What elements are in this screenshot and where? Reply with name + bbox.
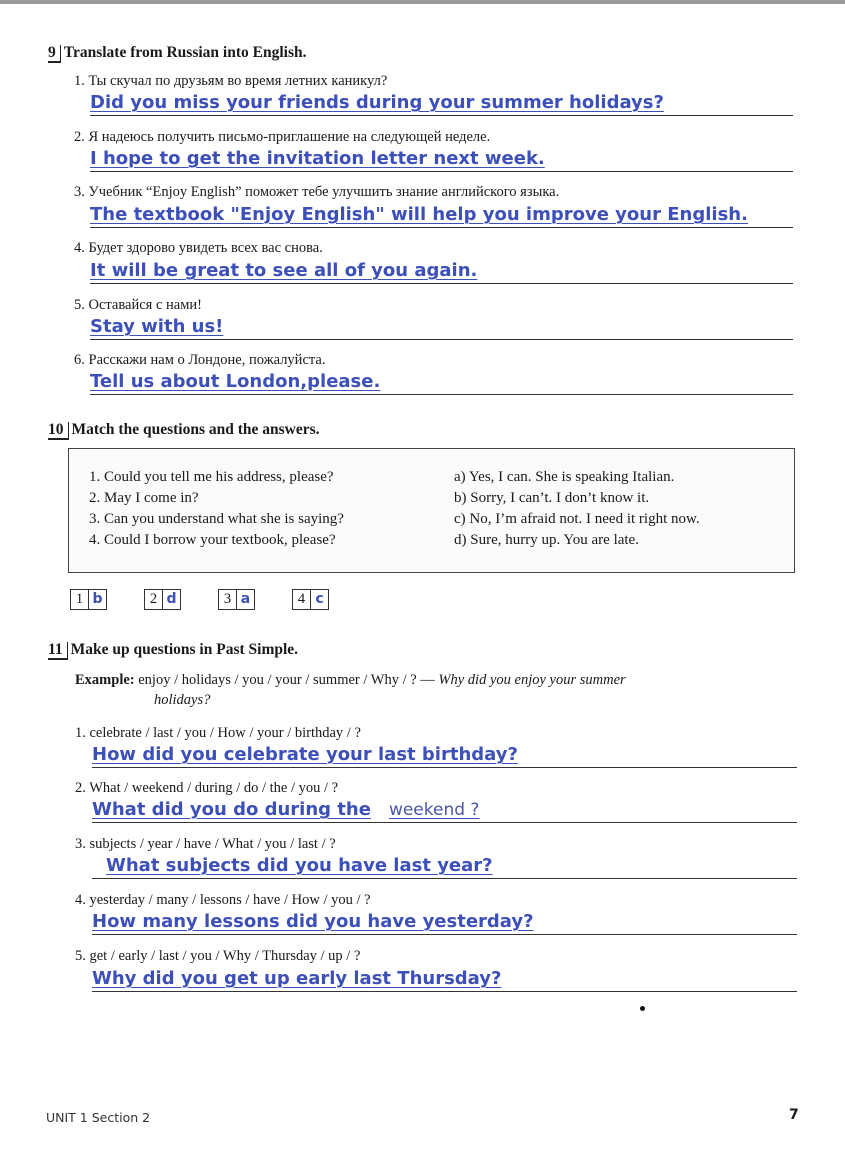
- match-letter: a: [237, 589, 255, 610]
- answer-item: c) No, I’m afraid not. I need it right now.: [454, 511, 700, 527]
- exercise-title: Match the questions and the answers.: [71, 421, 320, 438]
- answer-text: Tell us about London,please.: [90, 371, 381, 392]
- answer-line[interactable]: [90, 259, 793, 284]
- answer-text: What did you do during the: [92, 799, 371, 820]
- question-text: 4. yesterday / many / lessons / have / How / you / ?: [75, 892, 371, 908]
- exercise-11-heading: [48, 641, 298, 660]
- example-line: [75, 672, 626, 689]
- question-item: 3. Can you understand what she is saying?: [89, 511, 344, 527]
- question-text: 5. Оставайся с нами!: [74, 297, 202, 313]
- answer-text: Did you miss your friends during your summer holidays?: [90, 92, 664, 113]
- exercise-number: 10: [48, 422, 69, 440]
- exercise-number: 9: [48, 45, 61, 63]
- example-label: Example:: [75, 672, 135, 688]
- match-number: 4: [292, 589, 311, 610]
- answer-line[interactable]: [90, 147, 793, 172]
- exercise-10-heading: [48, 421, 320, 440]
- answer-text: How did you celebrate your last birthday?: [92, 744, 518, 765]
- match-number: 2: [144, 589, 163, 610]
- answer-item: d) Sure, hurry up. You are late.: [454, 532, 639, 548]
- answer-line[interactable]: [92, 854, 797, 879]
- answer-text: I hope to get the invitation letter next week.: [90, 148, 545, 169]
- match-pair[interactable]: [144, 589, 181, 609]
- match-pair[interactable]: [218, 589, 255, 609]
- answer-text: How many lessons did you have yesterday?: [92, 911, 534, 932]
- example-text: enjoy / holidays / you / your / summer / Why / ? —: [138, 672, 435, 688]
- exercise-title: Translate from Russian into English.: [63, 44, 307, 61]
- exercise-9-heading: [48, 44, 306, 63]
- question-item: 1. Could you tell me his address, please?: [89, 469, 334, 485]
- answer-line[interactable]: [92, 910, 797, 935]
- match-number: 1: [70, 589, 89, 610]
- answer-line[interactable]: [92, 743, 797, 768]
- question-text: 5. get / early / last / you / Why / Thursday / up / ?: [75, 948, 361, 964]
- question-text: 1. celebrate / last / you / How / your / birthday / ?: [75, 725, 361, 741]
- footer-section-label: UNIT 1 Section 2: [46, 1110, 151, 1125]
- answer-text: It will be great to see all of you again.: [90, 260, 478, 281]
- question-text: 3. subjects / year / have / What / you / last / ?: [75, 836, 336, 852]
- answer-item: b) Sorry, I can’t. I don’t know it.: [454, 490, 650, 506]
- page-number: 7: [789, 1107, 799, 1123]
- answer-text: The textbook "Enjoy English" will help you improve your English.: [90, 204, 748, 225]
- example-line-2: [154, 692, 210, 709]
- answer-line[interactable]: [90, 203, 793, 228]
- match-pair[interactable]: [70, 589, 107, 609]
- answer-line[interactable]: [90, 370, 793, 395]
- question-text: 6. Расскажи нам о Лондоне, пожалуйста.: [74, 352, 326, 368]
- answer-line[interactable]: [90, 315, 793, 340]
- match-letter: c: [311, 589, 329, 610]
- answer-text: Why did you get up early last Thursday?: [92, 968, 502, 989]
- answer-line[interactable]: [92, 798, 797, 823]
- example-answer: holidays?: [154, 692, 211, 708]
- question-text: 4. Будет здорово увидеть всех вас снова.: [74, 240, 323, 256]
- question-text: 2. What / weekend / during / do / the / you / ?: [75, 780, 339, 796]
- top-border: [0, 0, 845, 4]
- exercise-number: 11: [48, 642, 68, 660]
- answer-item: a) Yes, I can. She is speaking Italian.: [454, 469, 675, 485]
- exercise-title: Make up questions in Past Simple.: [70, 641, 299, 658]
- answer-extra-text: weekend ?: [388, 800, 480, 820]
- answer-line[interactable]: [90, 91, 793, 116]
- match-number: 3: [218, 589, 237, 610]
- match-pair[interactable]: [292, 589, 329, 609]
- answer-text: Stay with us!: [90, 316, 224, 337]
- answer-text: What subjects did you have last year?: [106, 855, 493, 876]
- question-item: 4. Could I borrow your textbook, please?: [89, 532, 336, 548]
- matching-box: [68, 448, 795, 573]
- question-text: 3. Учебник “Enjoy English” поможет тебе улучшить знание английского языка.: [74, 184, 560, 200]
- match-letter: b: [89, 589, 107, 610]
- answer-line[interactable]: [92, 967, 797, 992]
- question-text: 1. Ты скучал по друзьям во время летних каникул?: [74, 73, 388, 89]
- question-item: 2. May I come in?: [89, 490, 199, 506]
- example-answer: Why did you enjoy your summer: [438, 672, 626, 688]
- ink-dot: [640, 1006, 645, 1011]
- match-letter: d: [163, 589, 181, 610]
- question-text: 2. Я надеюсь получить письмо-приглашение на следующей неделе.: [74, 129, 491, 145]
